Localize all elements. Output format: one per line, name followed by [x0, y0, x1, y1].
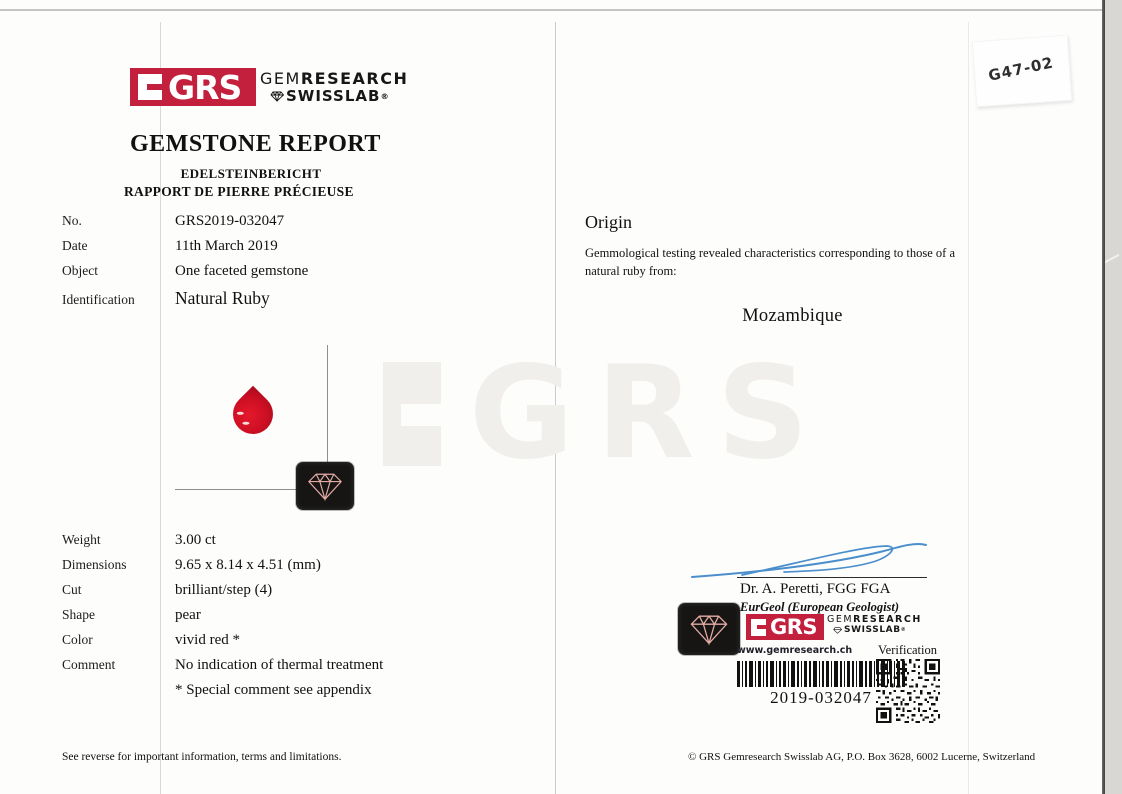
barcode-number: 2019-032047: [770, 688, 872, 707]
field-value: vivid red *: [175, 632, 240, 648]
gemresearch-text: GEMRESEARCH: [260, 69, 409, 88]
diamond-hologram-icon: [303, 469, 347, 503]
field-row-comment: [62, 657, 542, 682]
field-label: No.: [62, 213, 82, 228]
diamond-icon: [270, 91, 284, 102]
signatory-title: EurGeol (European Geologist): [740, 600, 900, 614]
origin-heading: Origin: [585, 212, 632, 232]
signature-line: [737, 577, 927, 578]
corner-tag-text: G47-02: [986, 53, 1056, 85]
swisslab-text: SWISSLAB: [844, 625, 901, 635]
field-label: Shape: [62, 607, 95, 622]
hologram-sticker: [678, 603, 740, 655]
qr-code: [876, 659, 940, 723]
field-row-weight: [62, 532, 542, 557]
fold-line-center: [555, 22, 556, 794]
field-value: pear: [175, 607, 201, 623]
field-row-identification: [62, 288, 542, 315]
diamond-icon: [833, 627, 842, 634]
registered-mark: ®: [900, 627, 907, 633]
website-url: www.gemresearch.ch: [737, 645, 853, 656]
report-title: GEMSTONE REPORT: [130, 131, 381, 157]
field-value: brilliant/step (4): [175, 582, 273, 598]
gem-highlight: [237, 412, 244, 415]
field-row-date: [62, 238, 542, 263]
field-label: Dimensions: [62, 557, 127, 572]
field-label: Date: [62, 238, 88, 253]
gemresearch-text: GEMRESEARCH: [827, 614, 922, 625]
grs-logo-text: GRS: [168, 67, 242, 107]
field-label: Cut: [62, 582, 82, 597]
field-label: Weight: [62, 532, 101, 547]
comment-second-line: * Special comment see appendix: [175, 682, 372, 698]
field-row-color: [62, 632, 542, 657]
grs-logo-box: [130, 68, 256, 106]
logo-wordmark: [827, 614, 922, 635]
watermark-text: GRS: [469, 339, 831, 488]
field-row-object: [62, 263, 542, 288]
field-value: No indication of thermal treatment: [175, 657, 384, 673]
report-details-top: [62, 213, 542, 315]
report-details-bottom: [62, 532, 542, 707]
scan-top-edge: [0, 9, 1104, 11]
grs-logo-small: [746, 614, 922, 640]
field-value: 9.65 x 8.14 x 4.51 (mm): [175, 557, 321, 573]
registered-mark: ®: [380, 91, 390, 101]
paper-crease: [1103, 254, 1120, 264]
field-row-shape: [62, 607, 542, 632]
field-row-cut: [62, 582, 542, 607]
watermark-flag-icon: [383, 362, 441, 466]
grs-logo-box: [746, 614, 824, 640]
field-row-dimensions: [62, 557, 542, 582]
grs-logo: [130, 68, 408, 106]
field-label: Comment: [62, 657, 116, 672]
origin-country: Mozambique: [742, 306, 843, 326]
fold-line-right: [968, 22, 969, 794]
field-row-no: [62, 213, 542, 238]
photo-divider-horizontal: [175, 489, 302, 490]
grs-watermark: [383, 339, 831, 488]
page-right-edge: [1102, 0, 1105, 794]
ruby-gemstone-photo: [225, 386, 282, 443]
field-label: Object: [62, 263, 98, 278]
scanner-background: [1102, 0, 1122, 794]
verification-label: Verification: [878, 643, 938, 657]
logo-wordmark: [260, 69, 408, 105]
grs-logo-text: GRS: [770, 614, 818, 639]
field-value: 3.00 ct: [175, 532, 216, 548]
field-label: Identification: [62, 292, 135, 307]
field-label: Color: [62, 632, 93, 647]
hologram-sticker: [296, 462, 354, 510]
diamond-hologram-icon: [685, 610, 733, 648]
gem-highlight: [242, 422, 249, 425]
field-value: One faceted gemstone: [175, 263, 309, 279]
copyright-notice: © GRS Gemresearch Swisslab AG, P.O. Box 3628, 6002 Lucerne, Switzerland: [688, 751, 1036, 763]
field-value: Natural Ruby: [175, 288, 270, 308]
swiss-flag-icon: [751, 619, 766, 636]
reverse-notice: See reverse for important information, terms and limitations.: [62, 751, 342, 763]
field-value: 11th March 2019: [175, 238, 278, 254]
photo-divider-vertical: [327, 345, 328, 466]
swisslab-text: SWISSLAB: [286, 87, 381, 105]
field-value: GRS2019-032047: [175, 213, 285, 229]
subtitle-german: EDELSTEINBERICHT: [180, 166, 322, 181]
subtitle-french: RAPPORT DE PIERRE PRÉCIEUSE: [124, 184, 354, 199]
signatory-name: Dr. A. Peretti, FGG FGA: [740, 581, 891, 597]
swiss-flag-icon: [138, 74, 162, 100]
swisslab-line: [827, 625, 922, 635]
swisslab-line: [260, 87, 408, 105]
origin-description: Gemmological testing revealed characteristics corresponding to those of a natural ruby from:: [585, 246, 956, 278]
corner-tag-note: [972, 35, 1072, 108]
